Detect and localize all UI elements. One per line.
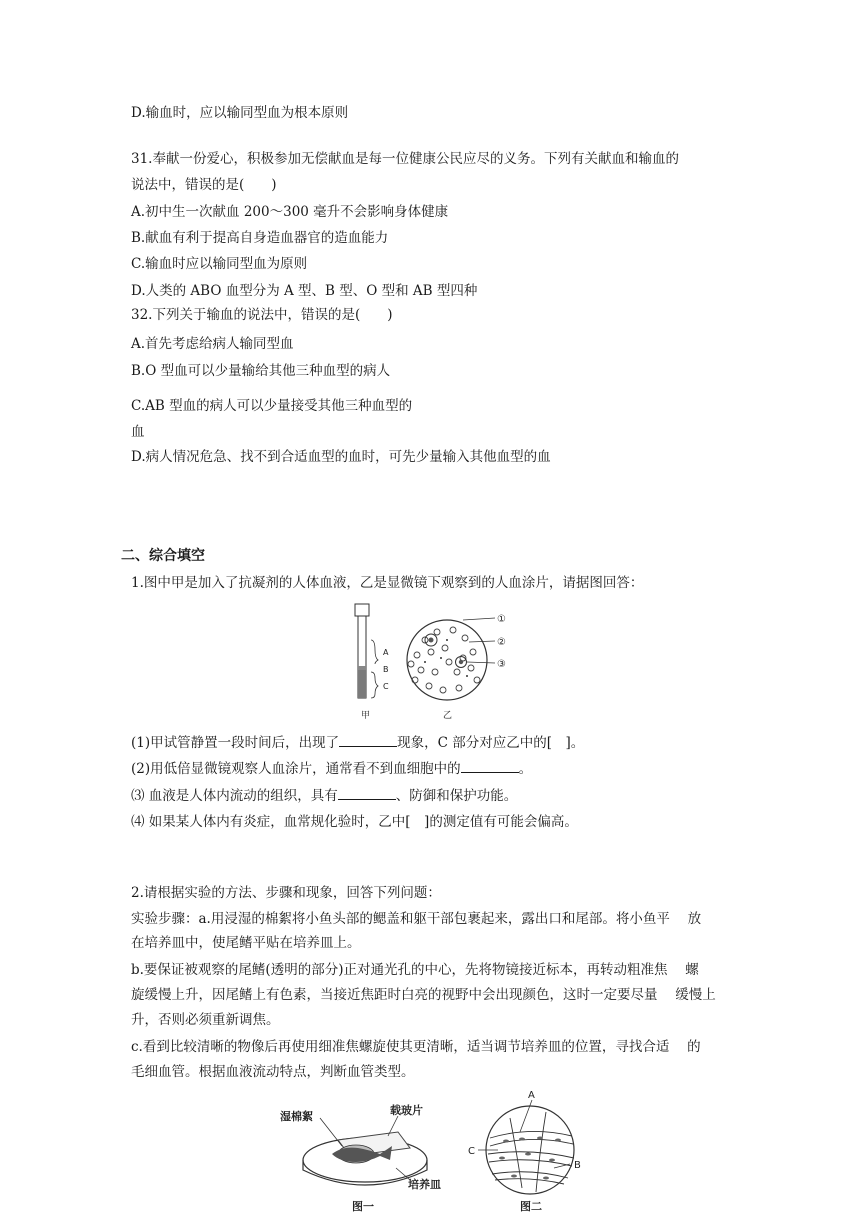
q2-step-b-cont2: 升，否则必须重新调焦。 [131,1012,280,1028]
smear-label-2: ② [497,637,506,648]
q32-option-a: A.首先考虑给病人输同型血 [131,336,294,352]
q32-option-d: D.病人情况危急、找不到合适血型的血时，可先少量输入其他血型的血 [131,449,551,465]
q31-option-d: D.人类的 ABO 血型分为 A 型、B 型、O 型和 AB 型四种 [131,283,478,299]
answer-blank-1[interactable] [339,734,397,747]
q2-step-c-cont: 毛细血管。根据血液流动特点，判断血管类型。 [131,1064,415,1080]
option-d-q30: D.输血时，应以输同型血为根本原则 [131,105,349,121]
q31-option-c: C.输血时应以输同型血为原则 [131,256,308,272]
q31-option-a: A.初中生一次献血 200～300 毫升不会影响身体健康 [131,204,449,220]
fill-q1-intro: 1.图中甲是加入了抗凝剂的人体血液，乙是显微镜下观察到的人血涂片，请据图回答： [131,575,644,591]
vessel-label-b: B [574,1160,581,1171]
q1-part3: ⑶ 血液是人体内流动的组织，具有 、防御和保护功能。 [131,788,518,804]
vessel-label-c: C [468,1146,475,1157]
q2-step-b-cont: 旋缓慢上升，因尾鳍上有色素，当接近焦距时白亮的视野中会出现颜色，这时一定要尽量 缓慢上 [131,987,716,1003]
tube-label-a: A [383,648,389,657]
question-31-stem-cont: 说法中，错误的是( ) [131,177,277,193]
blood-figure [345,600,530,725]
tube-layer-b [358,666,366,670]
q2-step-a: 实验步骤：a.用浸湿的棉絮将小鱼头部的鳃盖和躯干部包裹起来，露出口和尾部。将小鱼平 放 [131,911,702,927]
figure1-caption-left: 甲 [361,711,371,721]
microscope-field [486,1106,574,1194]
question-31-stem: 31.奉献一份爱心，积极参加无偿献血是每一位健康公民应尽的义务。下列有关献血和输血的 [131,151,679,167]
label-dish: 培养皿 [408,1178,441,1191]
smear-label-3: ③ [497,659,506,670]
smear-label-1: ① [497,614,506,625]
q32-option-b: B.O 型血可以少量输给其他三种血型的病人 [131,363,391,379]
label-slide: 载玻片 [390,1104,423,1117]
tube-layer-c [358,670,366,698]
label-wet-cotton: 湿棉絮 [280,1110,313,1123]
q31-option-b: B.献血有利于提高自身造血器官的造血能力 [131,230,389,246]
q2-step-c: c.看到比较清晰的物像后再使用细准焦螺旋使其更清晰，适当调节培养皿的位置，寻找合适 的 [131,1039,701,1055]
q1-part4: ⑷ 如果某人体内有炎症，血常规化验时，乙中[ ]的测定值有可能会偏高。 [131,814,578,830]
tube-label-b: B [383,665,389,674]
q2-step-b: b.要保证被观察的尾鳍(透明的部分)正对通光孔的中心，先将物镜接近标本，再转动粗准焦 螺 [131,962,699,978]
section-title: 二、综合填空 [121,548,205,564]
answer-blank-2[interactable] [461,760,519,773]
fill-q2-intro: 2.请根据实验的方法、步骤和现象，回答下列问题： [131,885,441,901]
q2-step-a-cont: 在培养皿中，使尾鳍平贴在培养皿上。 [131,935,361,951]
answer-blank-3[interactable] [338,787,396,800]
figure1-caption-right: 乙 [443,711,453,721]
vessel-label-a: A [528,1090,535,1101]
q32-option-c-cont: 血 [131,424,145,440]
figure2-caption-right: 图二 [520,1200,542,1213]
fish-tail-figure [270,1088,600,1216]
q32-option-c: C.AB 型血的病人可以少量接受其他三种血型的 [131,398,413,414]
question-32-stem: 32.下列关于输血的说法中，错误的是( ) [131,307,393,323]
q1-part2: (2)用低倍显微镜观察人血涂片，通常看不到血细胞中的 。 [131,761,533,777]
tube-stopper [355,604,369,616]
figure2-caption-left: 图一 [352,1200,374,1213]
q1-part1: (1)甲试管静置一段时间后，出现了 现象，C 部分对应乙中的[ ]。 [131,735,585,751]
tube-label-c: C [383,682,389,691]
